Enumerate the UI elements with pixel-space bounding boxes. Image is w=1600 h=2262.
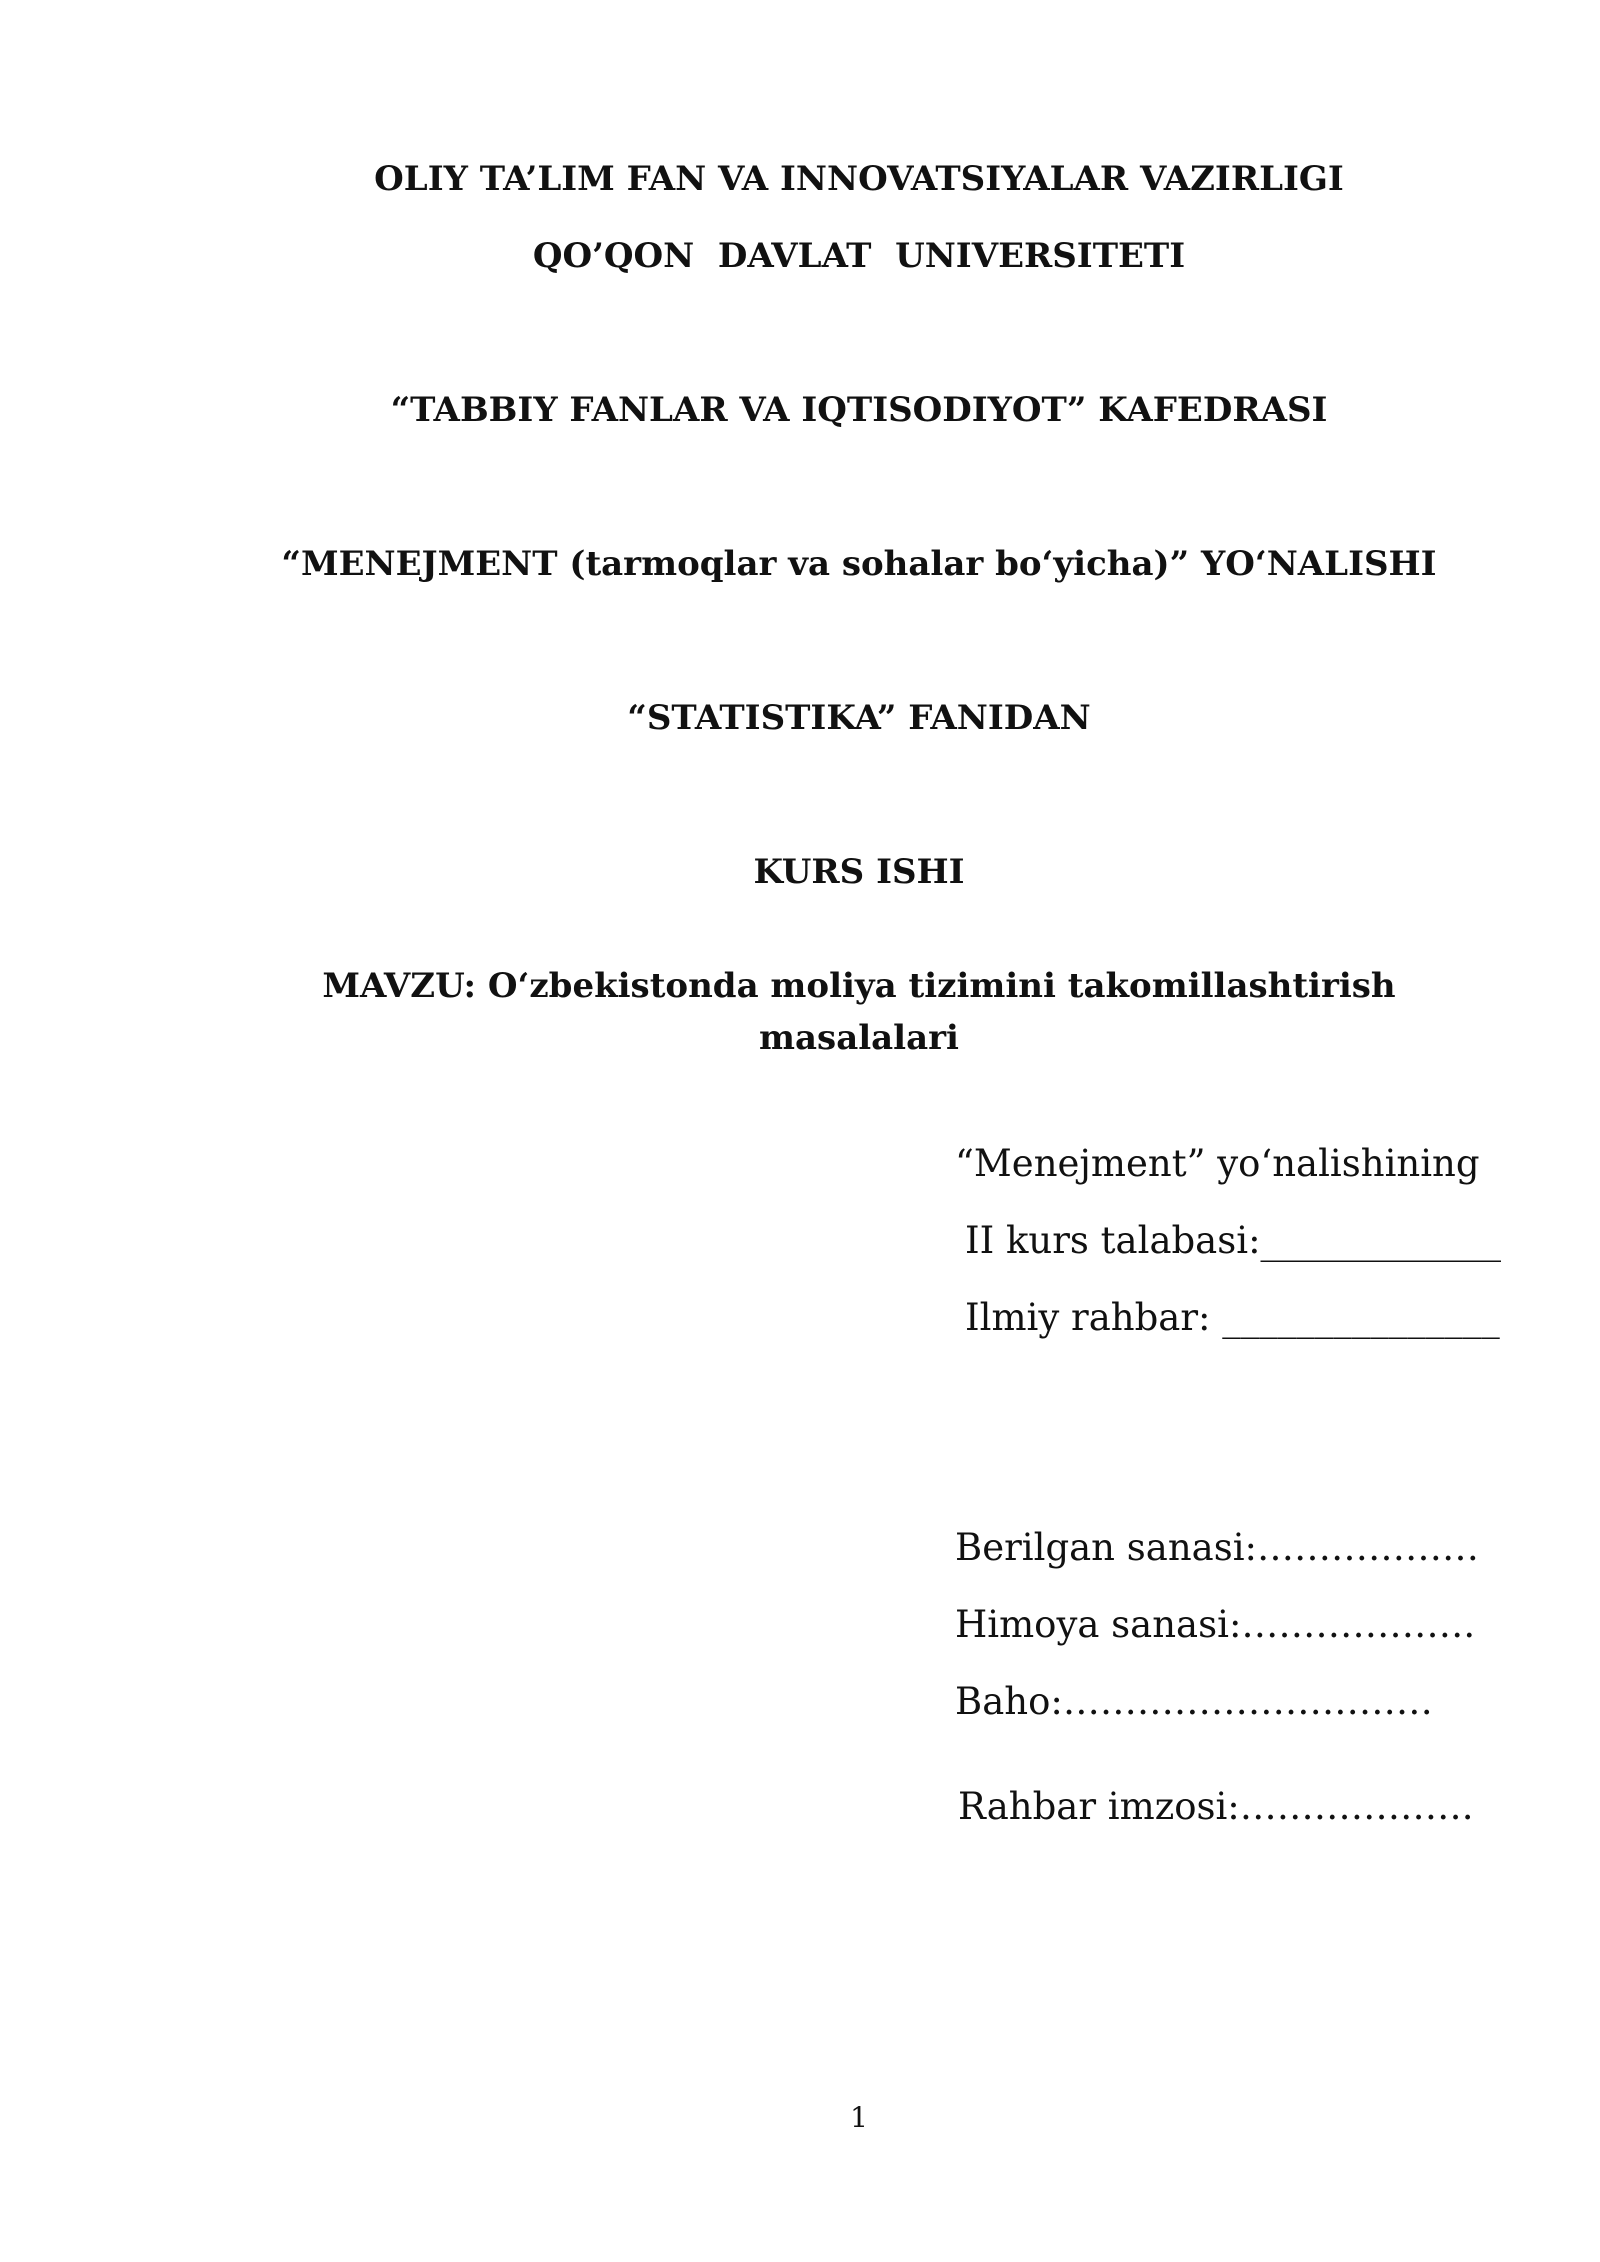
supervisor-text: Ilmiy rahbar: _______________ bbox=[965, 1296, 1500, 1339]
department-heading: “TABBIY FANLAR VA IQTISODIYOT” KAFEDRASI bbox=[390, 390, 1328, 430]
page-number: 1 bbox=[850, 2101, 868, 2134]
grade-text: Baho:………………………… bbox=[955, 1680, 1433, 1723]
topic-line-1: MAVZU: O‘zbekistonda moliya tizimini takomillashtirish bbox=[322, 966, 1396, 1006]
ministry-heading: OLIY TA’LIM FAN VA INNOVATSIYALAR VAZIRLIGI bbox=[374, 159, 1344, 199]
supervisor-signature-text: Rahbar imzosi:………………. bbox=[958, 1785, 1474, 1828]
subject-heading: “STATISTIKA” FANIDAN bbox=[627, 698, 1091, 738]
work-type-heading: KURS ISHI bbox=[753, 852, 965, 892]
given-date-text: Berilgan sanasi:……………… bbox=[955, 1526, 1479, 1569]
direction-heading: “MENEJMENT (tarmoqlar va sohalar bo‘yicha)” YO‘NALISHI bbox=[281, 544, 1437, 584]
topic-line-2: masalalari bbox=[759, 1018, 959, 1058]
defense-date-text: Himoya sanasi:………………. bbox=[955, 1603, 1476, 1646]
student-course-text: II kurs talabasi:_____________ bbox=[965, 1219, 1502, 1262]
student-direction-text: “Menejment” yo‘nalishining bbox=[955, 1142, 1480, 1185]
university-heading: QO’QON DAVLAT UNIVERSITETI bbox=[532, 236, 1186, 276]
